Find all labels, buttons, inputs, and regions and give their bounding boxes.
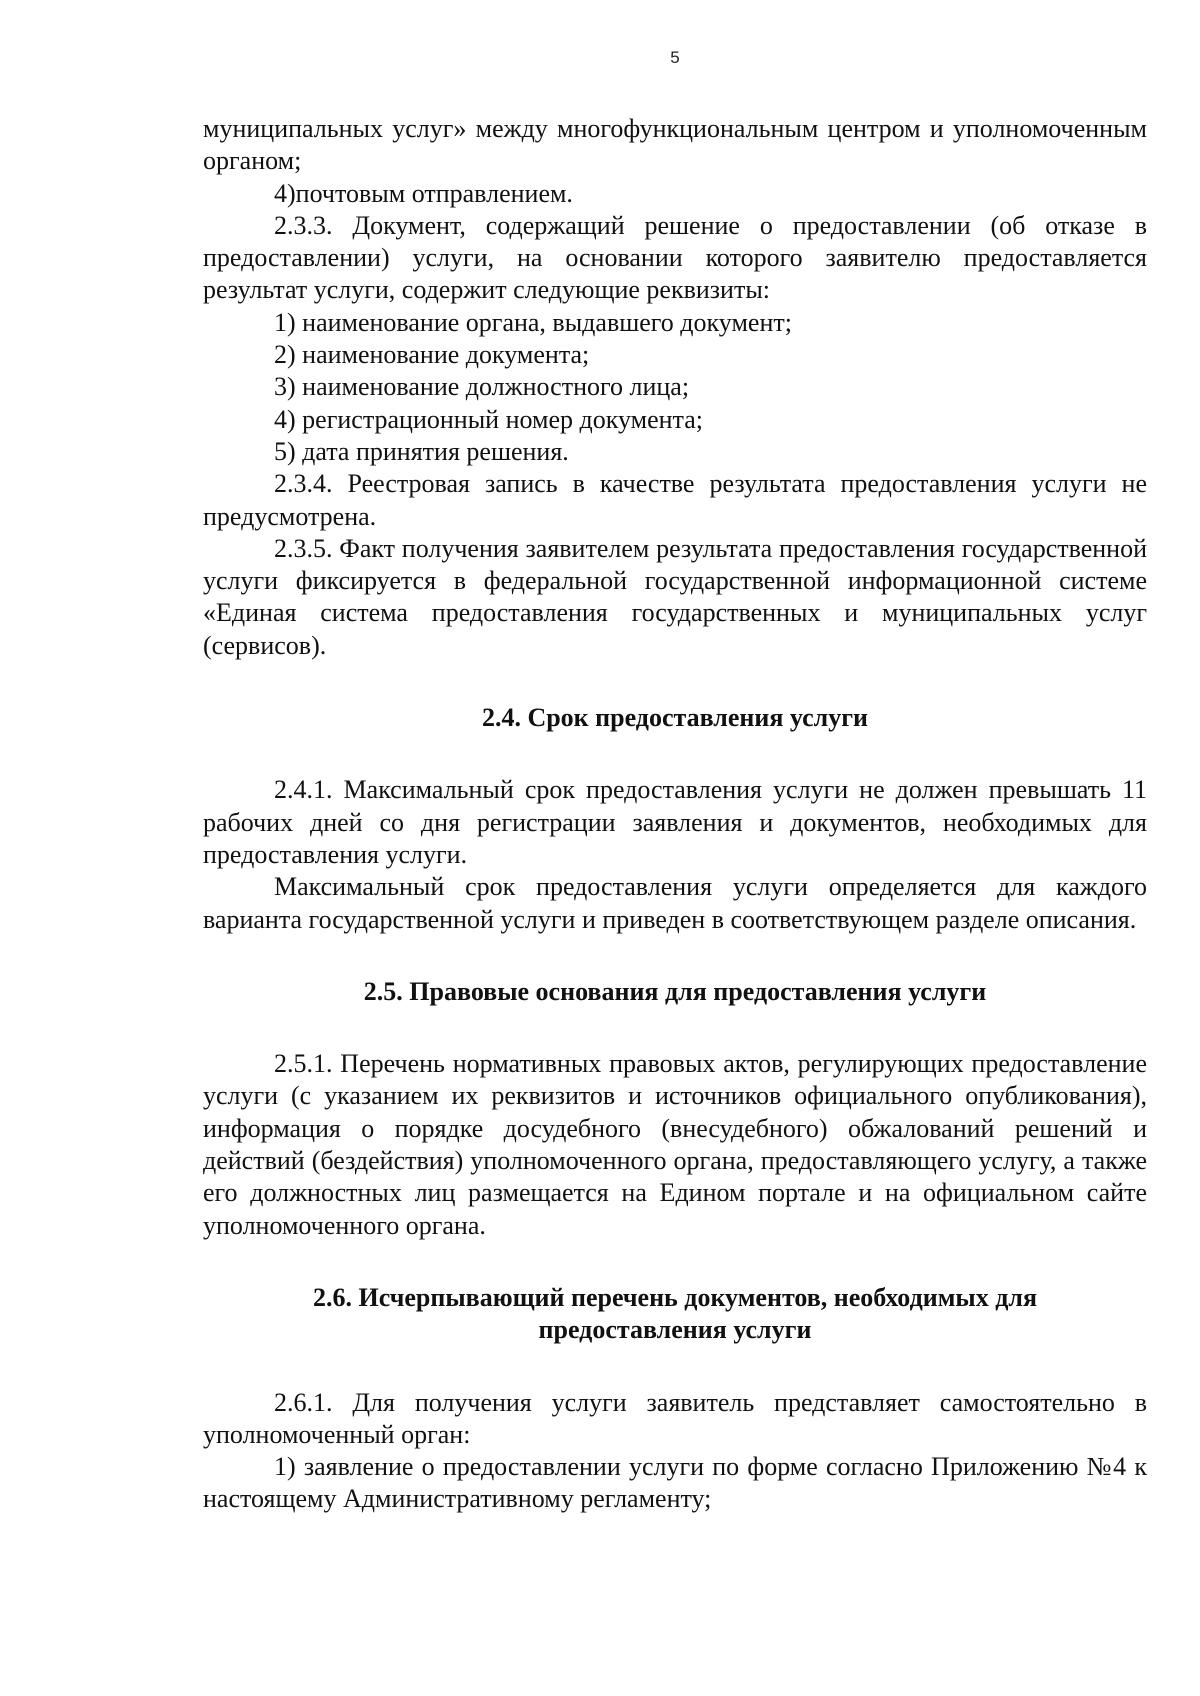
paragraph-2-6-1-item-1: 1) заявление о предоставлении услуги по форме согласно Приложению №4 к настоящему Административному регламенту; xyxy=(203,1452,1147,1514)
paragraph-2-3-4: 2.3.4. Реестровая запись в качестве результата предоставления услуги не предусмотрена. xyxy=(203,469,1147,531)
paragraph-mail: 4)почтовым отправлением. xyxy=(274,178,573,208)
list-item: 4) регистрационный номер документа; xyxy=(274,404,703,434)
paragraph-2-5-1: 2.5.1. Перечень нормативных правовых актов, регулирующих предоставление услуги (с указанием их реквизитов и источников официального опубликования), информация о порядке досудебного (внесудебного) обжалований решений и действий (бездействия) уполномоченного органа, предоставляющего услугу, а также его должностных лиц размещается на Едином портале и на официальном сайте уполномоченного органа. xyxy=(203,1049,1147,1240)
paragraph-intro: муниципальных услуг» между многофункциональным центром и уполномоченным органом; xyxy=(203,114,1147,176)
page-number: 5 xyxy=(670,48,680,67)
section-heading-2-5: 2.5. Правовые основания для предоставления услуги xyxy=(363,976,987,1006)
list-item: 5) дата принятия решения. xyxy=(274,436,569,466)
paragraph-2-4-1: 2.4.1. Максимальный срок предоставления услуги не должен превышать 11 рабочих дней со дня регистрации заявления и документов, необходимых для предоставления услуги. xyxy=(203,775,1147,869)
document-body xyxy=(203,113,1147,1516)
paragraph-2-3-3: 2.3.3. Документ, содержащий решение о предоставлении (об отказе в предоставлении) услуги, на основании которого заявителю предоставляется результат услуги, содержит следующие реквизиты: xyxy=(203,210,1147,305)
list-item: 1) наименование органа, выдавшего документ; xyxy=(274,307,792,337)
section-heading-2-4: 2.4. Срок предоставления услуги xyxy=(481,703,869,733)
paragraph-2-4-1-continued: Максимальный срок предоставления услуги определяется для каждого варианта государственной услуги и приведен в соответствующем разделе описания. xyxy=(203,872,1147,934)
section-heading-2-6-line-1: 2.6. Исчерпывающий перечень документов, необходимых для xyxy=(312,1282,1038,1312)
paragraph-2-6-1: 2.6.1. Для получения услуги заявитель представляет самостоятельно в уполномоченный орган: xyxy=(203,1387,1147,1449)
list-item: 2) наименование документа; xyxy=(274,340,590,370)
section-heading-2-6 xyxy=(203,1282,1147,1347)
section-heading-2-6-line-2: предоставления услуги xyxy=(538,1315,812,1345)
paragraph-2-3-5: 2.3.5. Факт получения заявителем результата предоставления государственной услуги фиксируется в федеральной государственной информационной системе «Единая система предоставления государственных и муниципальных услуг (сервисов). xyxy=(203,533,1147,660)
list-item: 3) наименование должностного лица; xyxy=(274,372,690,402)
requisites-list xyxy=(203,307,1147,468)
